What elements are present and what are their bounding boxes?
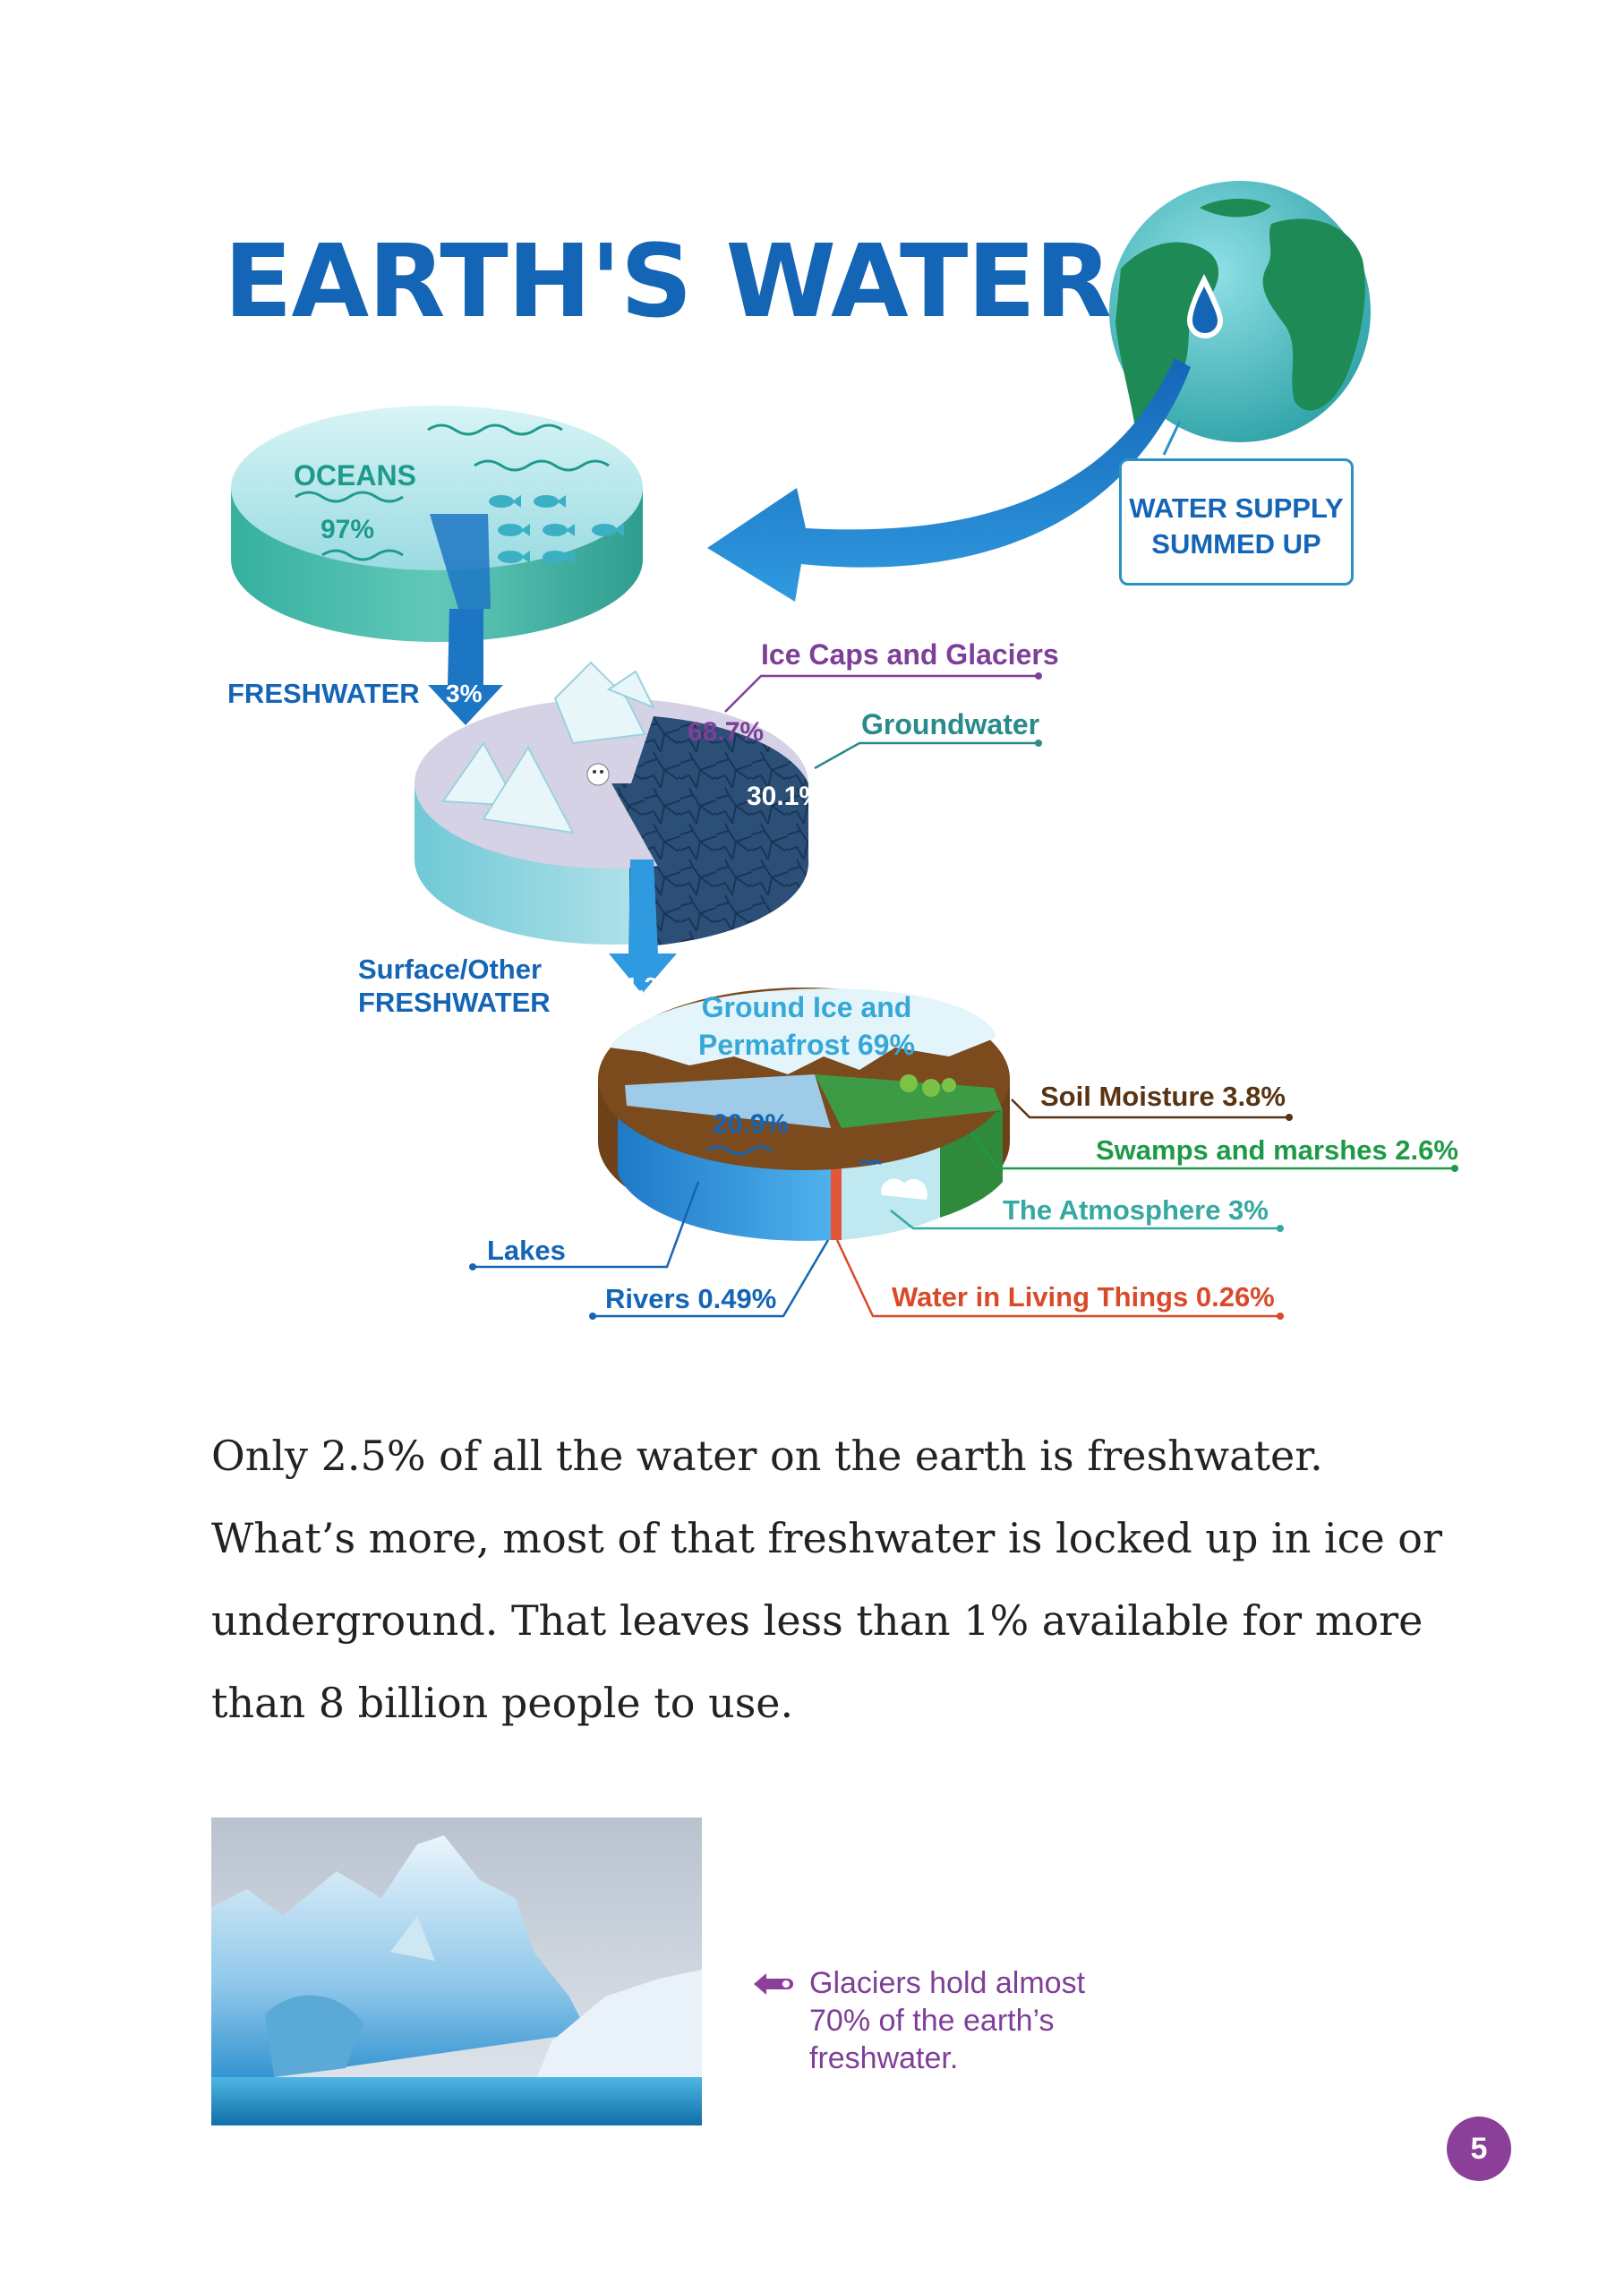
photo-caption: Glaciers hold almost 70% of the earth’s freshwater. — [809, 1966, 1086, 2075]
lakes-label: Lakes — [487, 1235, 566, 1266]
globe-icon — [1109, 181, 1371, 442]
rivers-label: Rivers 0.49% — [605, 1283, 777, 1314]
ground-ice-label: Ground Ice and Permafrost 69% — [698, 991, 915, 1061]
atmosphere-label: The Atmosphere 3% — [1003, 1194, 1269, 1226]
water-supply-label: WATER SUPPLY SUMMED UP — [1129, 492, 1344, 560]
oceans-label: OCEANS — [294, 459, 416, 492]
glacier-photo — [211, 1817, 702, 2125]
swamps-label: Swamps and marshes 2.6% — [1096, 1134, 1458, 1166]
freshwater-value: 3% — [446, 680, 483, 707]
lakes-value: 20.9% — [713, 1109, 790, 1139]
groundwater-value: 30.1% — [747, 782, 824, 811]
pointer-arrow-icon — [752, 1970, 802, 1998]
page-number: 5 — [1447, 2117, 1511, 2181]
body-paragraph: Only 2.5% of all the water on the earth is freshwater. What’s more, most of that freshwater is locked up in ice or underground. That leaves less than 1% available for more than 8 billion people to use. — [211, 1432, 1442, 1727]
ice-caps-label: Ice Caps and Glaciers — [761, 638, 1059, 671]
oceans-disc — [231, 406, 643, 642]
groundwater-label: Groundwater — [861, 708, 1040, 740]
soil-moisture-label: Soil Moisture 3.8% — [1040, 1081, 1286, 1112]
surface-other-value: 1.2% — [625, 972, 679, 999]
living-things-label: Water in Living Things 0.26% — [892, 1281, 1275, 1313]
freshwater-label: FRESHWATER — [227, 678, 420, 709]
page-title: EARTH'S WATER — [224, 224, 1112, 340]
oceans-value: 97% — [321, 515, 375, 544]
surface-other-label: Surface/Other FRESHWATER — [358, 954, 551, 1019]
ice-caps-value: 68.7% — [688, 717, 765, 747]
